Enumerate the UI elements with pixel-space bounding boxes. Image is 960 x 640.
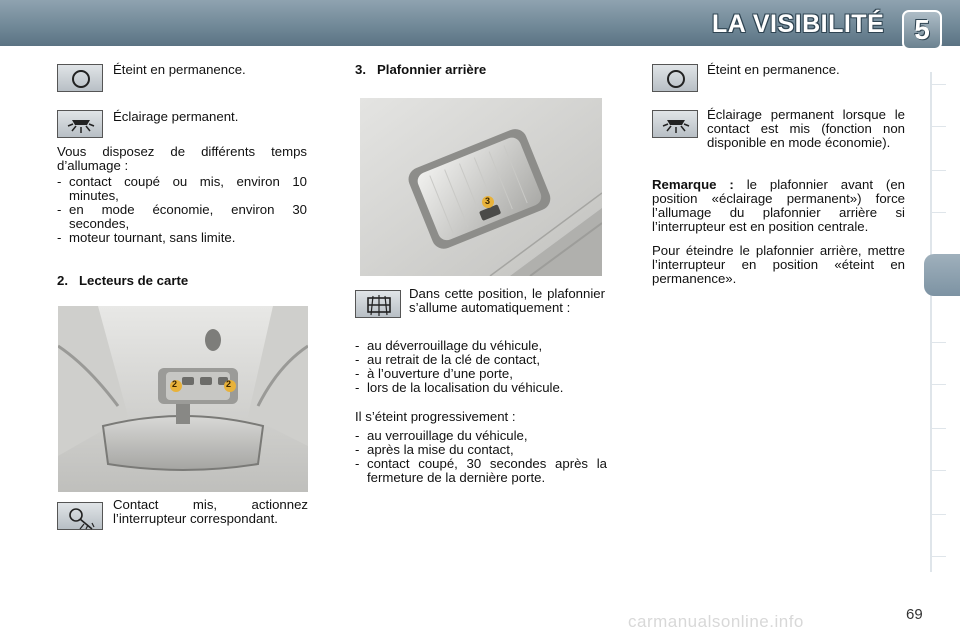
list-item: - lors de la localisation du véhicule. (355, 381, 615, 395)
light-on-icon (652, 110, 698, 138)
remark-block (652, 178, 905, 234)
side-rail (930, 72, 932, 572)
left-paragraph: Vous disposez de différents temps d’allumage : (57, 144, 307, 173)
side-tick (930, 342, 946, 343)
light-off-icon (652, 64, 698, 92)
remark-label: Remarque : (652, 177, 734, 192)
list-item: - contact coupé, 30 secondes après la fermeture de la dernière porte. (355, 457, 607, 485)
automatic-mode-text: Dans cette position, le plafonnier s’allume automatiquement : (409, 286, 605, 315)
light-off-icon (57, 64, 103, 92)
right-icon1-text: Éteint en permanence. (707, 62, 840, 77)
section-heading-rear-light: 3. Plafonnier arrière (355, 62, 487, 77)
left-icon2-text: Éclairage permanent. (113, 109, 239, 124)
side-tick (930, 212, 946, 213)
list-item: - après la mise du contact, (355, 443, 607, 457)
section-heading-map-readers: 2. Lecteurs de carte (57, 273, 189, 288)
map-reader-text: Contact mis, actionnez l’interrupteur correspondant. (113, 497, 308, 526)
side-tick (930, 126, 946, 127)
page-title: LA VISIBILITÉ (712, 10, 885, 38)
header-divider (0, 46, 960, 52)
list-item: - à l’ouverture d’une porte, (355, 367, 615, 381)
list-item: - en mode économie, environ 30 secondes, (57, 203, 307, 231)
list-item: - au verrouillage du véhicule, (355, 429, 607, 443)
switch-off-paragraph: Pour éteindre le plafonnier arrière, mettre l’interrupteur en position «éteint en permanence». (652, 243, 905, 286)
map-reader-icon (57, 502, 103, 530)
left-duration-list (57, 175, 307, 245)
left-icon1-text: Éteint en permanence. (113, 62, 246, 77)
chapter-tab-active[interactable] (924, 254, 960, 296)
page-number: 69 (906, 606, 923, 623)
list-item: - au déverrouillage du véhicule, (355, 339, 615, 353)
callout-2-right: 2 (226, 379, 232, 389)
map-reader-image (58, 306, 308, 492)
callout-3: 3 (485, 196, 491, 206)
rear-ceiling-light-image (360, 98, 602, 276)
fade-out-paragraph: Il s’éteint progressivement : (355, 409, 516, 424)
side-tick (930, 384, 946, 385)
side-tick (930, 556, 946, 557)
side-tick (930, 84, 946, 85)
auto-on-list (355, 339, 615, 395)
door-courtesy-icon (355, 290, 401, 318)
side-tick (930, 470, 946, 471)
side-tick (930, 514, 946, 515)
side-tick (930, 170, 946, 171)
side-tick (930, 428, 946, 429)
chapter-badge: 5 (902, 10, 942, 50)
watermark: carmanualsonline.info (628, 612, 804, 631)
right-icon2-text: Éclairage permanent lorsque le contact est mis (fonction non disponible en mode économie). (707, 107, 905, 150)
remark-text: le plafonnier avant (en position «éclairage permanent») force l’allumage du plafonnier arrière si l’interrupteur est en position centrale. (652, 177, 905, 234)
list-item: - moteur tournant, sans limite. (57, 231, 307, 245)
callout-2-left: 2 (172, 379, 178, 389)
fade-out-list (355, 429, 607, 485)
list-item: - contact coupé ou mis, environ 10 minutes, (57, 175, 307, 203)
list-item: - au retrait de la clé de contact, (355, 353, 615, 367)
light-on-icon (57, 110, 103, 138)
